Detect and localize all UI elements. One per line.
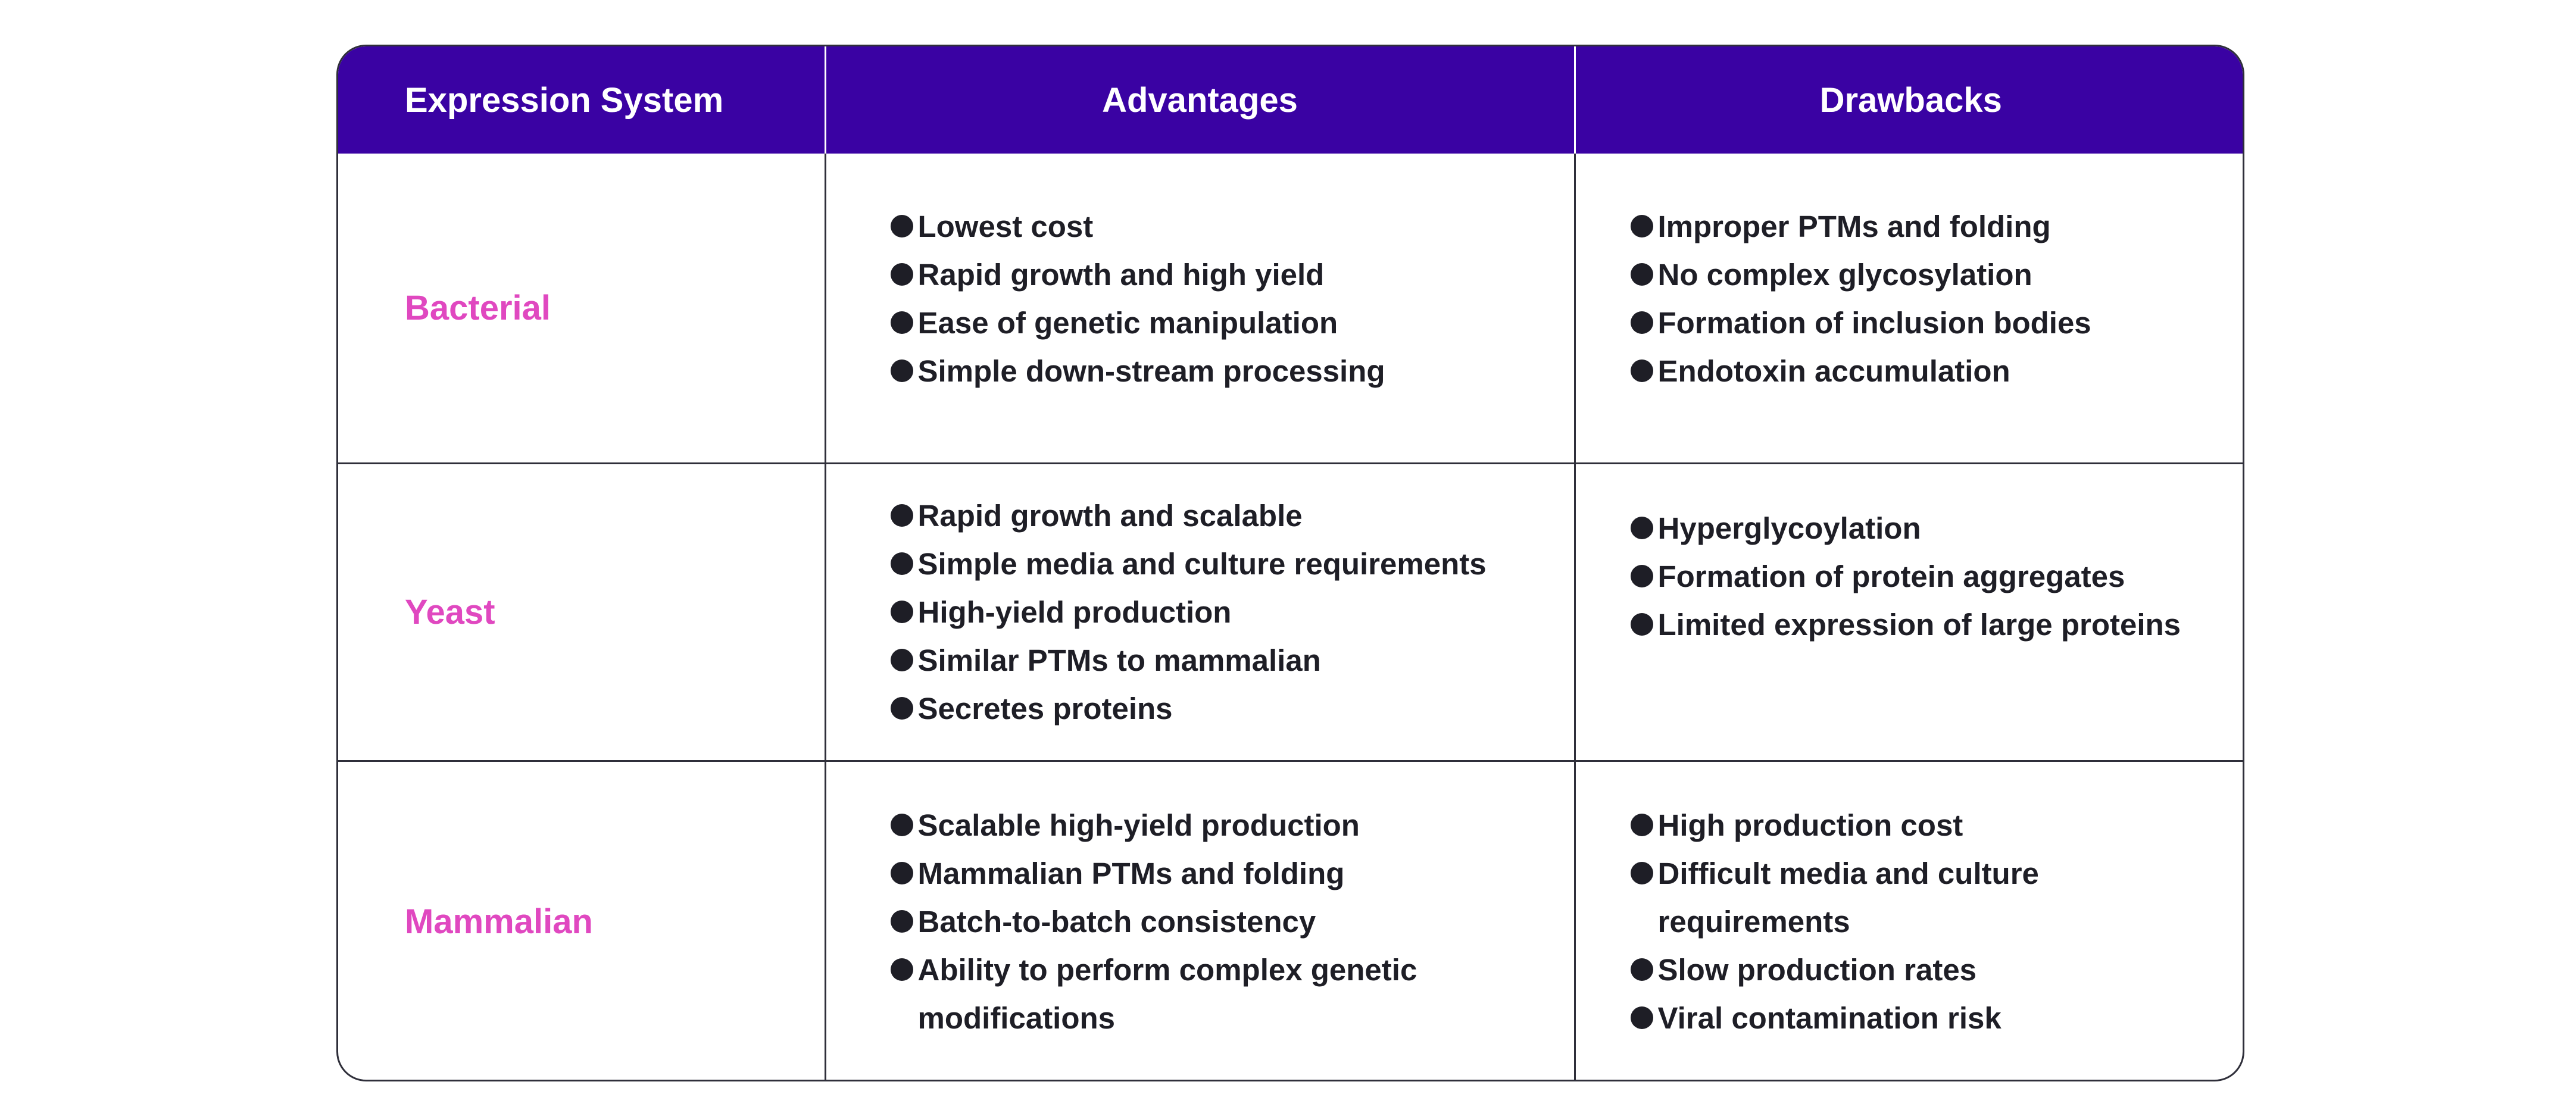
- system-name-bacterial: Bacterial: [405, 288, 551, 327]
- list-item: Similar PTMs to mammalian: [891, 636, 1562, 684]
- header-advantages: Advantages: [825, 46, 1575, 154]
- system-cell: [338, 761, 825, 1081]
- table-body: [338, 154, 2244, 1081]
- advantages-list: [826, 801, 1574, 1042]
- header-expression-system: Expression System: [338, 46, 825, 154]
- list-item: Endotoxin accumulation: [1631, 347, 2235, 395]
- list-item: Formation of inclusion bodies: [1631, 299, 2235, 347]
- drawbacks-cell: [1575, 761, 2244, 1081]
- expression-system-comparison-table: [338, 46, 2244, 1081]
- table-row-bacterial: [338, 154, 2244, 463]
- header-drawbacks: Drawbacks: [1575, 46, 2244, 154]
- table-row-mammalian: [338, 761, 2244, 1081]
- drawbacks-cell: [1575, 463, 2244, 761]
- list-item: High-yield production: [891, 588, 1562, 636]
- list-item: Difficult media and culture requirements: [1631, 849, 2235, 946]
- list-item: Slow production rates: [1631, 946, 2235, 994]
- list-item: Rapid growth and high yield: [891, 251, 1562, 299]
- list-item: Simple down-stream processing: [891, 347, 1562, 395]
- list-item: Rapid growth and scalable: [891, 492, 1562, 540]
- list-item: Mammalian PTMs and folding: [891, 849, 1562, 898]
- header-row: [338, 46, 2244, 154]
- list-item: Simple media and culture requirements: [891, 540, 1562, 588]
- list-item: Limited expression of large proteins: [1631, 601, 2235, 649]
- advantages-list: [826, 202, 1574, 395]
- drawbacks-list: [1576, 801, 2245, 1042]
- advantages-cell: [825, 761, 1575, 1081]
- drawbacks-cell: [1575, 154, 2244, 463]
- system-cell: [338, 154, 825, 463]
- list-item: Secretes proteins: [891, 684, 1562, 733]
- drawbacks-list: [1576, 504, 2245, 649]
- list-item: Ability to perform complex genetic modifications: [891, 946, 1562, 1042]
- list-item: Hyperglycoylation: [1631, 504, 2235, 552]
- drawbacks-list: [1576, 202, 2245, 395]
- list-item: High production cost: [1631, 801, 2235, 849]
- list-item: Scalable high-yield production: [891, 801, 1562, 849]
- list-item: No complex glycosylation: [1631, 251, 2235, 299]
- advantages-cell: [825, 463, 1575, 761]
- system-cell: [338, 463, 825, 761]
- comparison-table-container: [336, 45, 2244, 1081]
- system-name-yeast: Yeast: [405, 592, 495, 631]
- list-item: Formation of protein aggregates: [1631, 552, 2235, 601]
- list-item: Improper PTMs and folding: [1631, 202, 2235, 251]
- advantages-cell: [825, 154, 1575, 463]
- list-item: Batch-to-batch consistency: [891, 898, 1562, 946]
- advantages-list: [826, 492, 1574, 733]
- list-item: Lowest cost: [891, 202, 1562, 251]
- system-name-mammalian: Mammalian: [405, 902, 593, 941]
- list-item: Viral contamination risk: [1631, 994, 2235, 1042]
- table-row-yeast: [338, 463, 2244, 761]
- table-header: [338, 46, 2244, 154]
- list-item: Ease of genetic manipulation: [891, 299, 1562, 347]
